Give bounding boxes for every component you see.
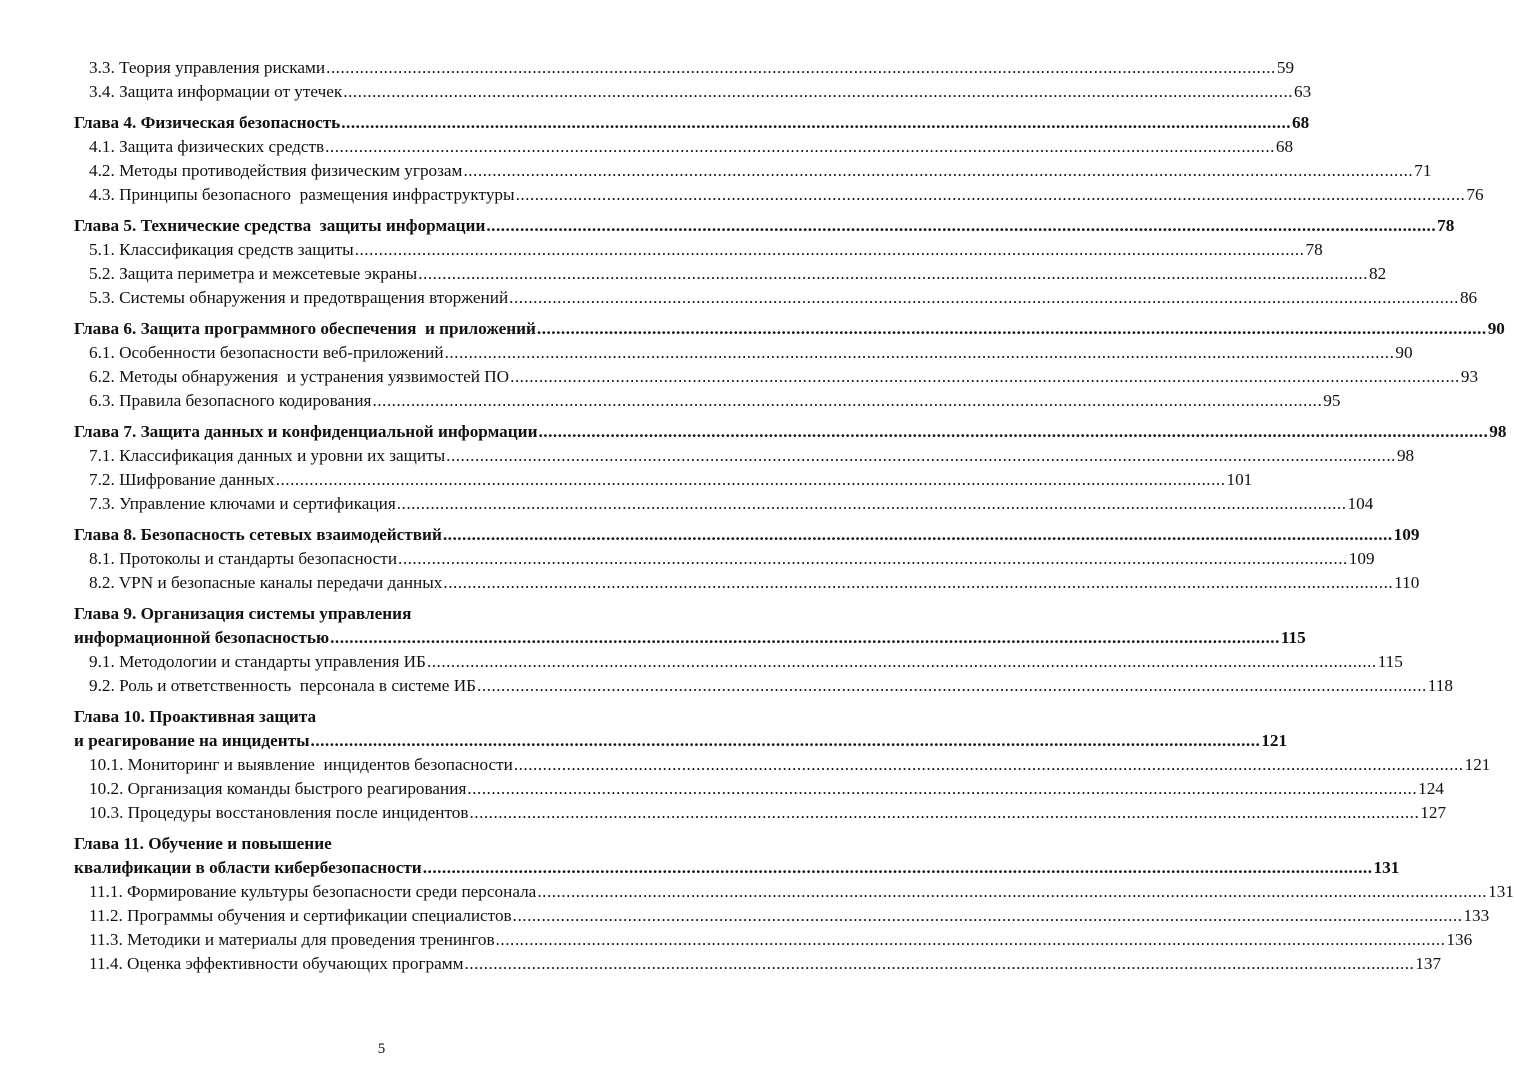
toc-entry-page: 121 [1261, 731, 1288, 750]
toc-entry-page: 76 [1466, 185, 1484, 204]
toc-section-entry [74, 444, 1415, 468]
toc-entry-title: 7.1. Классификация данных и уровни их защиты [89, 446, 446, 465]
toc-leader-dots [276, 468, 1226, 492]
toc-section-entry [74, 238, 1323, 262]
toc-entry-title: 3.4. Защита информации от утечек [89, 82, 343, 101]
toc-entry-title: 6.1. Особенности безопасности веб-приложений [89, 343, 444, 362]
toc-leader-dots [372, 389, 1322, 413]
toc-chapter-entry [74, 214, 1455, 238]
toc-leader-dots [397, 492, 1347, 516]
toc-section-entry [74, 904, 1490, 928]
toc-leader-dots [443, 571, 1393, 595]
toc-entry-page: 115 [1377, 652, 1403, 671]
toc-leader-dots [311, 729, 1261, 753]
toc-leader-dots [477, 674, 1427, 698]
toc-entry-title: 4.3. Принципы безопасного размещения инфраструктуры [89, 185, 515, 204]
toc-entry-page: 110 [1394, 573, 1420, 592]
toc-chapter-entry [74, 856, 1400, 880]
toc-entry-page: 131 [1488, 882, 1514, 901]
toc-section-entry [74, 492, 1374, 516]
toc-entry-title: 11.3. Методики и материалы для проведения тренингов [89, 930, 495, 949]
toc-entry-page: 133 [1463, 906, 1490, 925]
toc-entry-page: 93 [1460, 367, 1479, 386]
toc-entry-title: 9.2. Роль и ответственность персонала в системе ИБ [89, 676, 477, 695]
toc-chapter-entry [74, 523, 1420, 547]
toc-leader-dots [343, 80, 1293, 104]
toc-entry-page: 124 [1418, 779, 1444, 798]
toc-chapter-entry [74, 317, 1505, 341]
toc-leader-dots [496, 928, 1446, 952]
toc-leader-dots [516, 183, 1466, 207]
toc-leader-dots [538, 420, 1488, 444]
toc-entry-title: 11.2. Программы обучения и сертификации специалистов [89, 906, 512, 925]
toc-entry-page: 63 [1294, 82, 1312, 101]
toc-entry-title: 6.2. Методы обнаружения и устранения уязвимостей ПО [89, 367, 510, 386]
toc-section-entry [74, 952, 1442, 976]
toc-leader-dots [355, 238, 1305, 262]
toc-entry-title: Глава 5. Технические средства защиты информации [74, 216, 486, 235]
toc-entry-page: 90 [1395, 343, 1413, 362]
toc-entry-title: 7.2. Шифрование данных [89, 470, 275, 489]
toc-entry-title: 8.2. VPN и безопасные каналы передачи данных [89, 573, 443, 592]
toc-chapter-entry [74, 626, 1306, 650]
toc-entry-title: 3.3. Теория управления рисками [89, 58, 326, 77]
toc-chapter-heading-line: Глава 10. Проактивная защита [74, 707, 317, 726]
toc-chapter-heading-line: Глава 11. Обучение и повышение [74, 834, 332, 853]
toc-section-entry [74, 571, 1420, 595]
toc-entry-page: 101 [1226, 470, 1253, 489]
toc-entry-title: 6.3. Правила безопасного кодирования [89, 391, 372, 410]
toc-leader-dots [513, 904, 1463, 928]
toc-entry-page: 127 [1420, 803, 1447, 822]
toc-entry-page: 78 [1305, 240, 1323, 259]
toc-leader-dots [509, 286, 1459, 310]
toc-entry-page: 109 [1348, 549, 1375, 568]
toc-section-entry [74, 135, 1294, 159]
toc-leader-dots [486, 214, 1436, 238]
toc-leader-dots [445, 341, 1395, 365]
toc-entry-title: 4.2. Методы противодействия физическим угрозам [89, 161, 463, 180]
toc-entry-page: 98 [1396, 446, 1415, 465]
toc-entry-page: 118 [1427, 676, 1453, 695]
toc-entry-page: 131 [1373, 858, 1400, 877]
toc-entry-page: 98 [1489, 422, 1507, 441]
table-of-contents [74, 56, 1514, 976]
toc-section-entry [74, 928, 1473, 952]
toc-entry-title: и реагирование на инциденты [74, 731, 310, 750]
toc-chapter-heading-line: Глава 9. Организация системы управления [74, 604, 412, 623]
toc-section-entry [74, 650, 1403, 674]
toc-section-entry [74, 389, 1341, 413]
toc-section-entry [74, 80, 1312, 104]
toc-chapter-entry [74, 111, 1310, 135]
toc-leader-dots [423, 856, 1373, 880]
toc-section-entry [74, 468, 1253, 492]
toc-entry-page: 68 [1292, 113, 1310, 132]
toc-section-entry [74, 262, 1387, 286]
toc-chapter-entry [74, 420, 1507, 444]
toc-leader-dots [463, 159, 1413, 183]
toc-section-entry [74, 56, 1295, 80]
toc-section-entry [74, 547, 1375, 571]
toc-entry-title: Глава 7. Защита данных и конфиденциальной информации [74, 422, 538, 441]
toc-section-entry [74, 753, 1491, 777]
toc-entry-title: Глава 6. Защита программного обеспечения и приложений [74, 319, 536, 338]
toc-entry-page: 86 [1459, 288, 1478, 307]
toc-entry-page: 136 [1446, 930, 1473, 949]
toc-entry-page: 78 [1437, 216, 1455, 235]
toc-entry-title: 10.2. Организация команды быстрого реагирования [89, 779, 467, 798]
toc-entry-title: 8.1. Протоколы и стандарты безопасности [89, 549, 398, 568]
toc-entry-title: 5.1. Классификация средств защиты [89, 240, 354, 259]
toc-entry-page: 82 [1369, 264, 1387, 283]
toc-leader-dots [469, 801, 1419, 825]
toc-leader-dots [341, 111, 1291, 135]
toc-leader-dots [537, 317, 1487, 341]
toc-entry-title: 11.1. Формирование культуры безопасности среди персонала [89, 882, 537, 901]
toc-leader-dots [325, 135, 1275, 159]
toc-entry-page: 59 [1276, 58, 1295, 77]
toc-entry-title: 5.3. Системы обнаружения и предотвращения вторжений [89, 288, 509, 307]
toc-entry-title: 10.1. Мониторинг и выявление инцидентов безопасности [89, 755, 513, 774]
toc-leader-dots [330, 626, 1280, 650]
toc-section-entry [74, 286, 1478, 310]
toc-entry-title: 7.3. Управление ключами и сертификация [89, 494, 396, 513]
toc-entry-title: информационной безопасностью [74, 628, 330, 647]
toc-entry-page: 121 [1464, 755, 1491, 774]
toc-section-entry [74, 365, 1479, 389]
toc-section-entry [74, 183, 1484, 207]
toc-entry-title: Глава 4. Физическая безопасность [74, 113, 341, 132]
toc-entry-page: 115 [1280, 628, 1306, 647]
toc-entry-page: 109 [1393, 525, 1420, 544]
toc-leader-dots [398, 547, 1348, 571]
toc-leader-dots [427, 650, 1377, 674]
toc-leader-dots [326, 56, 1276, 80]
toc-leader-dots [514, 753, 1464, 777]
toc-entry-page: 104 [1347, 494, 1374, 513]
page-number: 5 [377, 1041, 386, 1057]
toc-chapter-entry [74, 729, 1288, 753]
toc-entry-page: 68 [1275, 137, 1294, 156]
toc-entry-page: 95 [1323, 391, 1341, 410]
toc-leader-dots [467, 777, 1417, 801]
toc-entry-title: квалификации в области кибербезопасности [74, 858, 422, 877]
toc-entry-title: 11.4. Оценка эффективности обучающих программ [89, 954, 464, 973]
toc-leader-dots [465, 952, 1415, 976]
toc-entry-page: 137 [1415, 954, 1442, 973]
toc-section-entry [74, 880, 1514, 904]
toc-entry-page: 90 [1487, 319, 1505, 338]
toc-leader-dots [446, 444, 1396, 468]
toc-entry-title: 5.2. Защита периметра и межсетевые экраны [89, 264, 418, 283]
toc-section-entry [74, 159, 1432, 183]
toc-entry-page: 71 [1414, 161, 1432, 180]
toc-section-entry [74, 777, 1444, 801]
toc-leader-dots [537, 880, 1487, 904]
toc-entry-title: Глава 8. Безопасность сетевых взаимодействий [74, 525, 442, 544]
toc-section-entry [74, 674, 1453, 698]
toc-section-entry [74, 801, 1447, 825]
toc-leader-dots [510, 365, 1460, 389]
toc-entry-title: 4.1. Защита физических средств [89, 137, 325, 156]
toc-entry-title: 10.3. Процедуры восстановления после инцидентов [89, 803, 469, 822]
toc-leader-dots [418, 262, 1368, 286]
toc-entry-title: 9.1. Методологии и стандарты управления ИБ [89, 652, 426, 671]
toc-section-entry [74, 341, 1413, 365]
toc-leader-dots [443, 523, 1393, 547]
